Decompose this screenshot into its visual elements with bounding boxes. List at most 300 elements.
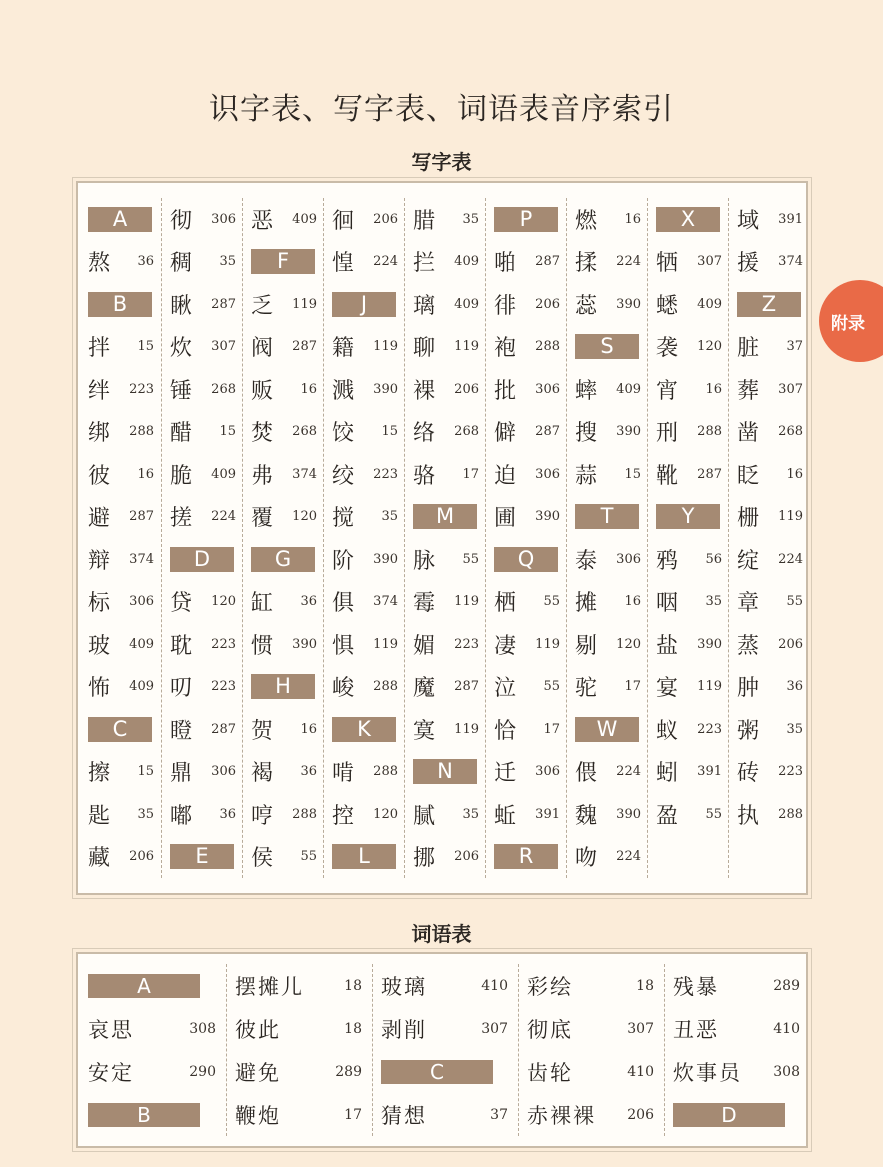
writing-entry — [567, 538, 647, 581]
entry-character: 峻 — [332, 676, 355, 702]
writing-entry — [729, 453, 804, 496]
phrase-table-title: 词语表 — [411, 922, 472, 946]
entry-page-number: 15 — [624, 466, 641, 482]
entry-character: 擦 — [88, 761, 111, 787]
entry-page-number: 17 — [344, 1106, 362, 1123]
entry-page-number: 18 — [344, 977, 362, 994]
entry-character: 蒜 — [575, 463, 598, 489]
writing-entry — [648, 666, 728, 709]
writing-entry — [162, 411, 242, 454]
entry-character: 魏 — [575, 803, 598, 829]
entry-page-number: 120 — [292, 509, 317, 525]
writing-entry — [648, 538, 728, 581]
writing-entry — [80, 496, 161, 539]
phrase-entry — [227, 1050, 372, 1093]
entry-page-number: 224 — [778, 551, 803, 567]
entry-page-number: 374 — [129, 551, 154, 567]
entry-character: 玻 — [88, 633, 111, 659]
entry-page-number: 287 — [292, 339, 317, 355]
entry-character: 葬 — [737, 378, 760, 404]
writing-entry — [648, 708, 728, 751]
entry-page-number: 390 — [616, 296, 641, 312]
entry-page-number: 206 — [373, 211, 398, 227]
entry-word: 剥削 — [381, 1017, 427, 1042]
writing-entry — [243, 793, 323, 836]
writing-entry — [567, 411, 647, 454]
entry-character: 恶 — [251, 208, 274, 234]
writing-entry — [648, 581, 728, 624]
entry-character: 哼 — [251, 803, 274, 829]
letter-header-row — [373, 1050, 518, 1093]
phrase-entry — [665, 964, 810, 1007]
writing-entry — [486, 751, 566, 794]
entry-page-number: 206 — [535, 296, 560, 312]
entry-word: 鞭炮 — [235, 1103, 281, 1128]
letter-header-row — [324, 283, 404, 326]
letter-header-row — [162, 836, 242, 879]
entry-character: 溅 — [332, 378, 355, 404]
entry-character: 驼 — [575, 676, 598, 702]
writing-entry — [243, 581, 323, 624]
writing-entry — [567, 368, 647, 411]
entry-page-number: 287 — [454, 679, 479, 695]
writing-table-title: 写字表 — [411, 150, 472, 174]
entry-character: 咽 — [656, 591, 679, 617]
writing-column — [404, 198, 485, 878]
letter-header-row — [243, 241, 323, 284]
entry-character: 饺 — [332, 421, 355, 447]
phrase-entry — [373, 1093, 518, 1136]
entry-page-number: 409 — [292, 211, 317, 227]
entry-page-number: 36 — [786, 679, 803, 695]
writing-entry — [405, 411, 485, 454]
writing-entry — [486, 241, 566, 284]
phrase-entry — [519, 964, 664, 1007]
entry-character: 盈 — [656, 803, 679, 829]
writing-column — [323, 198, 404, 878]
entry-word: 哀思 — [88, 1017, 134, 1042]
entry-character: 侯 — [251, 846, 274, 872]
writing-entry — [243, 836, 323, 879]
entry-page-number: 390 — [292, 636, 317, 652]
writing-entry — [648, 623, 728, 666]
writing-entry — [405, 198, 485, 241]
letter-header: Z — [737, 292, 801, 317]
entry-character: 绞 — [332, 463, 355, 489]
entry-character: 籍 — [332, 336, 355, 362]
writing-entry — [648, 411, 728, 454]
entry-page-number: 306 — [535, 381, 560, 397]
writing-entry — [648, 241, 728, 284]
writing-entry — [80, 623, 161, 666]
entry-page-number: 410 — [773, 1020, 800, 1037]
entry-character: 耽 — [170, 633, 193, 659]
letter-header: C — [381, 1060, 493, 1084]
entry-character: 匙 — [88, 803, 111, 829]
entry-character: 泣 — [494, 676, 517, 702]
entry-character: 援 — [737, 251, 760, 277]
entry-page-number: 288 — [373, 764, 398, 780]
entry-page-number: 391 — [697, 764, 722, 780]
phrase-entry — [519, 1050, 664, 1093]
writing-entry — [648, 283, 728, 326]
entry-character: 藏 — [88, 846, 111, 872]
entry-character: 缸 — [251, 591, 274, 617]
writing-column — [242, 198, 323, 878]
writing-entry — [324, 326, 404, 369]
letter-header: S — [575, 334, 639, 359]
letter-header-row — [80, 283, 161, 326]
entry-character: 鸦 — [656, 548, 679, 574]
entry-page-number: 289 — [335, 1063, 362, 1080]
writing-entry — [162, 453, 242, 496]
writing-entry — [80, 793, 161, 836]
letter-header-row — [486, 836, 566, 879]
writing-entry — [486, 411, 566, 454]
entry-page-number: 36 — [219, 806, 236, 822]
letter-header: L — [332, 844, 396, 869]
entry-page-number: 120 — [373, 806, 398, 822]
entry-character: 媚 — [413, 633, 436, 659]
writing-column — [566, 198, 647, 878]
letter-header-row — [80, 198, 161, 241]
entry-character: 寞 — [413, 718, 436, 744]
entry-character: 燃 — [575, 208, 598, 234]
writing-entry — [405, 793, 485, 836]
letter-header-row — [648, 198, 728, 241]
entry-page-number: 390 — [697, 636, 722, 652]
entry-character: 宴 — [656, 676, 679, 702]
entry-character: 标 — [88, 591, 111, 617]
writing-entry — [80, 751, 161, 794]
writing-entry — [324, 198, 404, 241]
writing-entry — [162, 666, 242, 709]
entry-word: 彼此 — [235, 1017, 281, 1042]
entry-character: 圃 — [494, 506, 517, 532]
writing-entry — [567, 581, 647, 624]
entry-page-number: 223 — [454, 636, 479, 652]
writing-entry — [324, 411, 404, 454]
phrase-entry — [519, 1093, 664, 1136]
letter-header: B — [88, 1103, 200, 1127]
entry-character: 弗 — [251, 463, 274, 489]
writing-column — [161, 198, 242, 878]
writing-entry — [162, 751, 242, 794]
writing-entry — [243, 496, 323, 539]
entry-character: 吻 — [575, 846, 598, 872]
writing-entry — [729, 793, 804, 836]
entry-page-number: 206 — [627, 1106, 654, 1123]
letter-header-row — [648, 496, 728, 539]
letter-header-row — [405, 751, 485, 794]
phrase-entry — [665, 1050, 810, 1093]
entry-character: 锤 — [170, 378, 193, 404]
entry-page-number: 206 — [454, 381, 479, 397]
letter-header: Q — [494, 547, 558, 572]
letter-header: M — [413, 504, 477, 529]
writing-entry — [324, 496, 404, 539]
phrase-column — [518, 964, 664, 1136]
writing-entry — [567, 623, 647, 666]
writing-entry — [243, 326, 323, 369]
entry-character: 偎 — [575, 761, 598, 787]
entry-page-number: 15 — [219, 424, 236, 440]
writing-entry — [567, 283, 647, 326]
entry-word: 彩绘 — [527, 974, 573, 999]
letter-header: P — [494, 207, 558, 232]
entry-character: 瞪 — [170, 718, 193, 744]
writing-entry — [729, 241, 804, 284]
writing-entry — [324, 368, 404, 411]
entry-page-number: 119 — [292, 296, 317, 312]
entry-word: 玻璃 — [381, 974, 427, 999]
entry-character: 泰 — [575, 548, 598, 574]
writing-entry — [567, 751, 647, 794]
phrase-entry — [227, 1007, 372, 1050]
entry-page-number: 16 — [300, 381, 317, 397]
writing-entry — [162, 198, 242, 241]
entry-page-number: 35 — [705, 594, 722, 610]
entry-page-number: 18 — [636, 977, 654, 994]
letter-header-row — [80, 708, 161, 751]
entry-character: 拦 — [413, 251, 436, 277]
entry-character: 蟀 — [575, 378, 598, 404]
writing-entry — [80, 411, 161, 454]
entry-character: 恰 — [494, 718, 517, 744]
entry-character: 盐 — [656, 633, 679, 659]
writing-entry — [162, 283, 242, 326]
entry-page-number: 37 — [786, 339, 803, 355]
entry-page-number: 206 — [129, 849, 154, 865]
writing-entry — [729, 581, 804, 624]
entry-character: 璃 — [413, 293, 436, 319]
entry-character: 蚓 — [656, 761, 679, 787]
writing-entry — [162, 623, 242, 666]
letter-header-row — [243, 538, 323, 581]
writing-entry — [80, 368, 161, 411]
entry-character: 脉 — [413, 548, 436, 574]
writing-entry — [486, 496, 566, 539]
entry-character: 执 — [737, 803, 760, 829]
entry-character: 章 — [737, 591, 760, 617]
writing-entry — [567, 198, 647, 241]
entry-character: 贺 — [251, 718, 274, 744]
entry-character: 贩 — [251, 378, 274, 404]
entry-character: 炊 — [170, 336, 193, 362]
entry-character: 阀 — [251, 336, 274, 362]
entry-page-number: 306 — [211, 764, 236, 780]
letter-header: W — [575, 717, 639, 742]
entry-page-number: 36 — [300, 764, 317, 780]
entry-page-number: 287 — [129, 509, 154, 525]
entry-page-number: 35 — [462, 806, 479, 822]
letter-header: E — [170, 844, 234, 869]
entry-character: 醋 — [170, 421, 193, 447]
phrase-entry — [665, 1007, 810, 1050]
entry-page-number: 224 — [616, 849, 641, 865]
writing-entry — [80, 836, 161, 879]
phrase-entry — [373, 1007, 518, 1050]
writing-entry — [324, 751, 404, 794]
letter-header-row — [729, 283, 804, 326]
entry-page-number: 374 — [292, 466, 317, 482]
entry-character: 揉 — [575, 251, 598, 277]
entry-page-number: 55 — [705, 806, 722, 822]
entry-character: 袍 — [494, 336, 517, 362]
entry-page-number: 223 — [778, 764, 803, 780]
entry-character: 迫 — [494, 463, 517, 489]
writing-entry — [567, 793, 647, 836]
entry-page-number: 268 — [778, 424, 803, 440]
writing-entry — [648, 793, 728, 836]
entry-page-number: 119 — [454, 339, 479, 355]
entry-character: 蚁 — [656, 718, 679, 744]
letter-header: Y — [656, 504, 720, 529]
phrase-table — [80, 964, 810, 1136]
writing-table — [80, 198, 804, 878]
entry-page-number: 16 — [300, 721, 317, 737]
writing-entry — [324, 793, 404, 836]
phrase-column — [226, 964, 372, 1136]
writing-entry — [729, 666, 804, 709]
entry-character: 控 — [332, 803, 355, 829]
entry-character: 砖 — [737, 761, 760, 787]
entry-page-number: 409 — [616, 381, 641, 397]
entry-word: 赤裸裸 — [527, 1103, 596, 1128]
entry-page-number: 410 — [481, 977, 508, 994]
letter-header: G — [251, 547, 315, 572]
entry-page-number: 224 — [211, 509, 236, 525]
entry-character: 刑 — [656, 421, 679, 447]
entry-character: 绑 — [88, 421, 111, 447]
entry-character: 瞅 — [170, 293, 193, 319]
entry-character: 稠 — [170, 251, 193, 277]
entry-page-number: 308 — [773, 1063, 800, 1080]
entry-character: 腻 — [413, 803, 436, 829]
letter-header-row — [80, 1093, 226, 1136]
entry-page-number: 16 — [786, 466, 803, 482]
entry-character: 蕊 — [575, 293, 598, 319]
entry-word: 齿轮 — [527, 1060, 573, 1085]
entry-page-number: 268 — [454, 424, 479, 440]
entry-page-number: 55 — [786, 594, 803, 610]
entry-page-number: 268 — [292, 424, 317, 440]
entry-character: 挪 — [413, 846, 436, 872]
letter-header: N — [413, 759, 477, 784]
writing-entry — [648, 326, 728, 369]
writing-column — [647, 198, 728, 878]
entry-page-number: 410 — [627, 1063, 654, 1080]
entry-character: 绊 — [88, 378, 111, 404]
entry-word: 彻底 — [527, 1017, 573, 1042]
writing-entry — [162, 708, 242, 751]
entry-character: 腊 — [413, 208, 436, 234]
phrase-entry — [80, 1007, 226, 1050]
entry-page-number: 287 — [535, 254, 560, 270]
entry-character: 聊 — [413, 336, 436, 362]
entry-page-number: 119 — [697, 679, 722, 695]
letter-header: D — [170, 547, 234, 572]
entry-character: 乏 — [251, 293, 274, 319]
entry-word: 安定 — [88, 1060, 134, 1085]
entry-page-number: 17 — [462, 466, 479, 482]
entry-page-number: 374 — [778, 254, 803, 270]
writing-entry — [243, 368, 323, 411]
entry-character: 褐 — [251, 761, 274, 787]
entry-page-number: 306 — [616, 551, 641, 567]
entry-page-number: 36 — [300, 594, 317, 610]
writing-entry — [243, 453, 323, 496]
writing-entry — [243, 751, 323, 794]
entry-character: 凿 — [737, 421, 760, 447]
entry-page-number: 35 — [462, 211, 479, 227]
entry-page-number: 37 — [490, 1106, 508, 1123]
entry-character: 惧 — [332, 633, 355, 659]
entry-character: 俱 — [332, 591, 355, 617]
phrase-column — [664, 964, 810, 1136]
entry-character: 剔 — [575, 633, 598, 659]
entry-character: 徊 — [332, 208, 355, 234]
entry-page-number: 35 — [786, 721, 803, 737]
entry-page-number: 287 — [697, 466, 722, 482]
entry-page-number: 224 — [616, 254, 641, 270]
phrase-column — [372, 964, 518, 1136]
entry-character: 眨 — [737, 463, 760, 489]
page-title: 识字表、写字表、词语表音序索引 — [209, 92, 674, 127]
writing-entry — [486, 793, 566, 836]
entry-page-number: 16 — [705, 381, 722, 397]
entry-page-number: 287 — [211, 296, 236, 312]
writing-entry — [567, 453, 647, 496]
writing-entry — [729, 198, 804, 241]
entry-character: 叨 — [170, 676, 193, 702]
entry-character: 惶 — [332, 251, 355, 277]
writing-entry — [80, 326, 161, 369]
letter-header-row — [665, 1093, 810, 1136]
writing-entry — [324, 453, 404, 496]
letter-header: K — [332, 717, 396, 742]
letter-header: X — [656, 207, 720, 232]
writing-entry — [405, 538, 485, 581]
writing-entry — [80, 666, 161, 709]
writing-entry — [405, 836, 485, 879]
entry-character: 裸 — [413, 378, 436, 404]
writing-entry — [243, 283, 323, 326]
entry-page-number: 16 — [624, 211, 641, 227]
letter-header: B — [88, 292, 152, 317]
writing-entry — [486, 708, 566, 751]
writing-entry — [567, 836, 647, 879]
entry-page-number: 409 — [129, 679, 154, 695]
writing-entry — [324, 666, 404, 709]
entry-page-number: 223 — [211, 636, 236, 652]
entry-character: 摊 — [575, 591, 598, 617]
letter-header: J — [332, 292, 396, 317]
entry-page-number: 16 — [137, 466, 154, 482]
entry-page-number: 288 — [292, 806, 317, 822]
entry-character: 拌 — [88, 336, 111, 362]
appendix-tab[interactable]: 附录 — [819, 280, 883, 362]
writing-entry — [729, 368, 804, 411]
writing-entry — [405, 708, 485, 751]
phrase-entry — [373, 964, 518, 1007]
entry-page-number: 224 — [373, 254, 398, 270]
entry-character: 鼎 — [170, 761, 193, 787]
entry-page-number: 15 — [381, 424, 398, 440]
entry-word: 残暴 — [673, 974, 719, 999]
letter-header: F — [251, 249, 315, 274]
entry-character: 绽 — [737, 548, 760, 574]
